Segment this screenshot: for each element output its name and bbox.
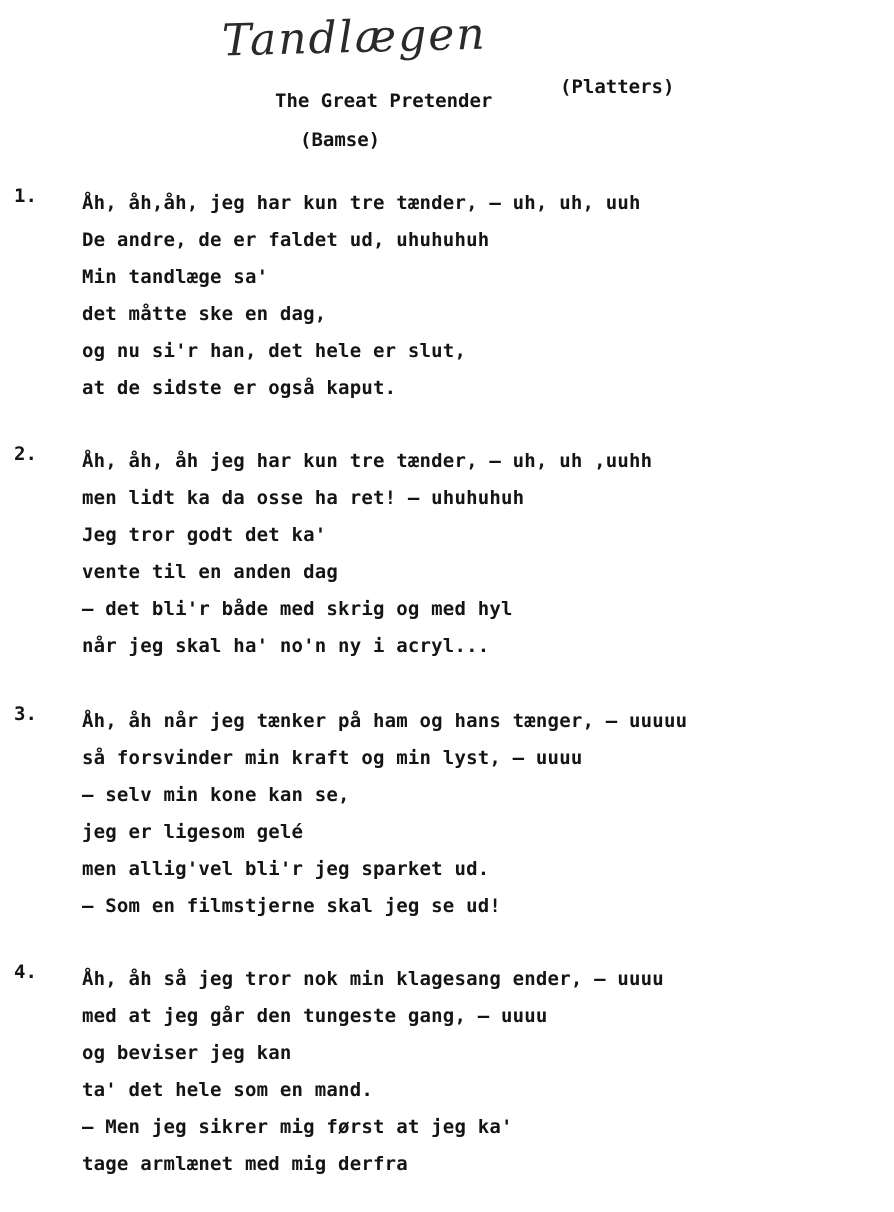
lyric-line: – Men jeg sikrer mig først at jeg ka' <box>82 1116 513 1138</box>
lyric-line: når jeg skal ha' no'n ny i acryl... <box>82 635 490 657</box>
lyric-line: og beviser jeg kan <box>82 1042 292 1064</box>
lyric-line: men lidt ka da osse ha ret! – uhuhuhuh <box>82 487 525 509</box>
lyric-line: ta' det hele som en mand. <box>82 1079 373 1101</box>
handwritten-title: Tandlægen <box>221 8 488 67</box>
lyric-line: – det bli'r både med skrig og med hyl <box>82 598 513 620</box>
lyric-line: men allig'vel bli'r jeg sparket ud. <box>82 858 490 880</box>
lyric-line: tage armlænet med mig derfra <box>82 1153 408 1175</box>
verse-lines <box>82 185 641 407</box>
verse-number: 1. <box>14 185 37 207</box>
lyric-line: med at jeg går den tungeste gang, – uuuu <box>82 1005 548 1027</box>
lyric-line: Jeg tror godt det ka' <box>82 524 327 546</box>
lyric-line: De andre, de er faldet ud, uhuhuhuh <box>82 229 490 251</box>
lyric-line: Åh, åh,åh, jeg har kun tre tænder, – uh, uh, uuh <box>82 192 641 214</box>
lyric-line: Åh, åh så jeg tror nok min klagesang ender, – uuuu <box>82 968 664 990</box>
lyric-line: Åh, åh, åh jeg har kun tre tænder, – uh, uh ,uuhh <box>82 450 653 472</box>
lyric-line: så forsvinder min kraft og min lyst, – uuuu <box>82 747 583 769</box>
lyric-line: at de sidste er også kaput. <box>82 377 397 399</box>
verse-lines <box>82 443 652 665</box>
song-title: The Great Pretender <box>275 90 493 112</box>
lyric-line: det måtte ske en dag, <box>82 303 327 325</box>
lyric-line: Min tandlæge sa' <box>82 266 269 288</box>
lyric-line: vente til en anden dag <box>82 561 339 583</box>
verse-lines <box>82 961 664 1183</box>
verse-number: 4. <box>14 961 37 983</box>
lyric-line: Åh, åh når jeg tænker på ham og hans tænger, – uuuuu <box>82 710 688 732</box>
verse-number: 2. <box>14 443 37 465</box>
verse-lines <box>82 703 687 925</box>
lyric-line: og nu si'r han, det hele er slut, <box>82 340 467 362</box>
original-artist: (Platters) <box>560 76 675 98</box>
lyric-line: – selv min kone kan se, <box>82 784 350 806</box>
lyric-line: jeg er ligesom gelé <box>82 821 304 843</box>
performer: (Bamse) <box>300 129 381 151</box>
verse-number: 3. <box>14 703 37 725</box>
lyric-line: – Som en filmstjerne skal jeg se ud! <box>82 895 502 917</box>
